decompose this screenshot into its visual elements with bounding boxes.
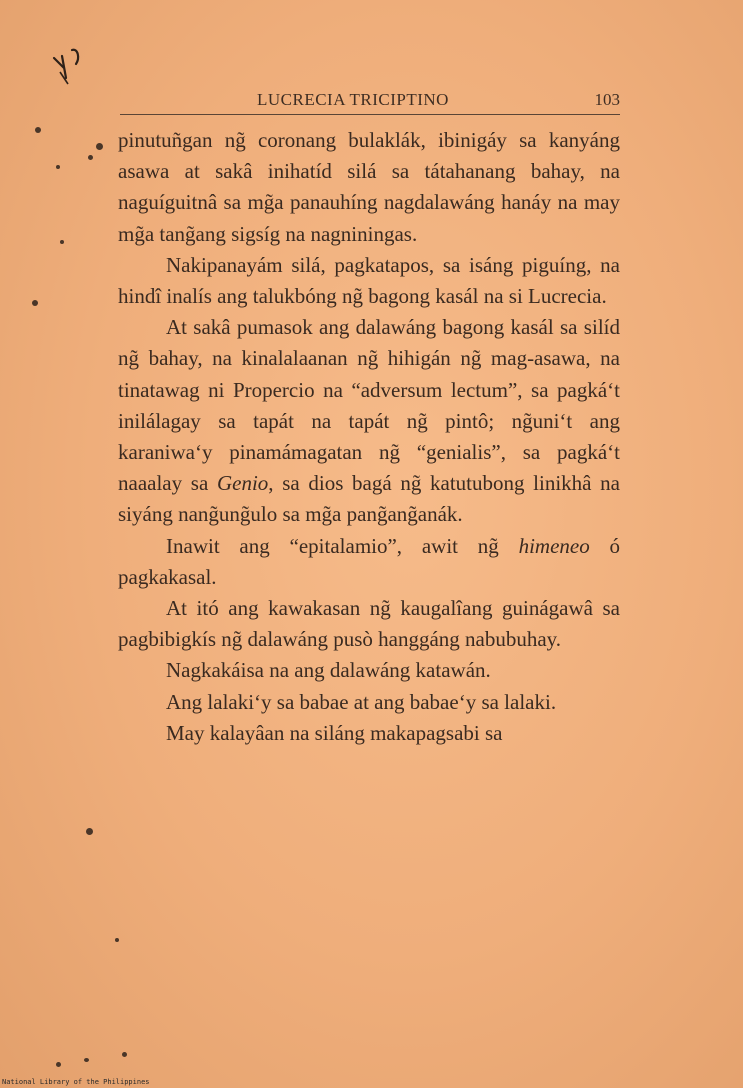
running-header <box>120 90 620 112</box>
paragraph <box>118 250 620 312</box>
paragraph <box>118 312 620 530</box>
paragraph <box>118 655 620 686</box>
text-segment: At itó ang kawakasan ng̃ kaugalîang guinágawâ sa pagbibigkís ng̃ dalawáng pusò hanggáng nabubuhay. <box>118 596 620 652</box>
text-segment: May kalayâan na siláng makapagsabi sa <box>166 720 503 745</box>
library-credit: National Library of the Philippines <box>2 1078 150 1086</box>
ink-speck <box>115 938 119 942</box>
text-segment: Ang lalaki‘y sa babae at ang babae‘y sa lalaki. <box>166 689 557 714</box>
ink-speck <box>35 127 41 133</box>
ink-speck <box>88 155 93 160</box>
ink-speck <box>96 143 103 150</box>
ink-speck <box>56 165 60 169</box>
text-segment: , sa dios bagá ng̃ katutubong linikhâ na siyáng nang̃ung̃ulo sa mg̃a pang̃ang̃anák. <box>118 471 620 527</box>
running-title: LUCRECIA TRICIPTINO <box>257 90 449 109</box>
ink-speck <box>122 1052 127 1057</box>
header-rule <box>120 114 620 115</box>
italic-term: Genio <box>216 471 269 496</box>
paragraph <box>118 125 620 250</box>
text-segment: Inawit ang “epitalamio”, awit ng̃ <box>166 533 519 558</box>
ink-mark-icon <box>50 48 100 88</box>
text-segment: pinutuñgan ng̃ coronang bulaklák, ibinigáy sa kanyáng asawa at sakâ inihatíd silá sa tátahanang bahay, na naguíguitnâ sa mg̃a panauhíng nagdalawáng hanáy na may mg̃a tang̃ang sigsíg na nagniningas. <box>118 128 620 246</box>
ink-speck <box>84 1058 89 1062</box>
paragraph <box>118 687 620 718</box>
paragraph <box>118 531 620 593</box>
page-number: 103 <box>594 90 620 109</box>
text-segment: ó pagkakasal. <box>118 533 620 589</box>
ink-speck <box>86 828 93 835</box>
text-segment: Nakipanayám silá, pagkatapos, sa isáng piguíng, na hindî inalís ang talukbóng ng̃ bagong kasál na si Lucrecia. <box>118 252 620 309</box>
paragraph <box>118 718 620 749</box>
ink-speck <box>56 1062 61 1067</box>
ink-speck <box>60 240 64 244</box>
text-segment: At sakâ pumasok ang dalawáng bagong kasál sa silíd ng̃ bahay, na kinalalaanan ng̃ hihigán ng̃ mag-asawa, na tinatawag ni Propercio na “adversum lectum”, sa pagká‘t inilálagay sa tapát na tapát ng̃ pintô; ng̃uni‘t ang karaniwa‘y pinamámagatan ng̃ “genialis”, sa pagká‘t naaalay sa <box>118 315 620 496</box>
text-segment: Nagkakáisa na ang dalawáng katawán. <box>166 658 491 683</box>
italic-term: himeneo <box>518 533 590 558</box>
paragraph <box>118 593 620 655</box>
ink-speck <box>32 300 38 306</box>
body-text <box>118 125 620 749</box>
